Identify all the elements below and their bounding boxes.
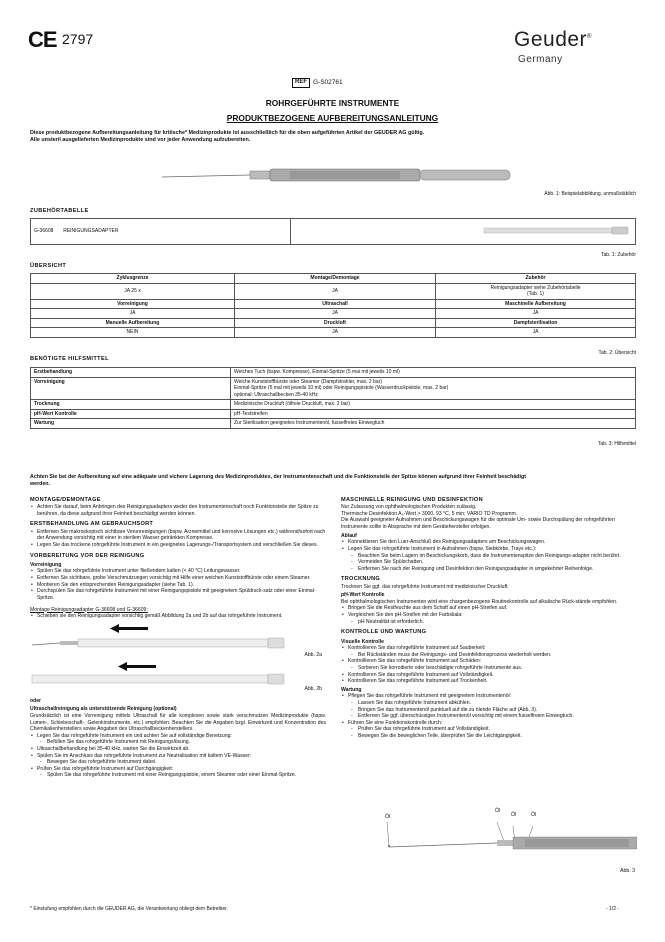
figure-1-caption: Abb. 1: Beispielabbildung, unmaßstäblich <box>544 191 636 197</box>
overview-heading: ÜBERSICHT <box>30 263 67 269</box>
brand-logo <box>514 26 592 53</box>
vorbereitung-heading: VORBEREITUNG VOR DER REINIGUNG <box>30 552 145 559</box>
document-subtitle: PRODUKTBEZOGENE AUFBEREITUNGSANLEITUNG <box>226 113 439 123</box>
ce-mark: CE <box>28 27 57 52</box>
instrument-adapter-2b <box>30 672 326 686</box>
table-2-caption: Tab. 2: Übersicht <box>598 350 636 356</box>
oil-label: Öl <box>531 812 537 818</box>
maschinelle-heading: MASCHINELLE REINIGUNG UND DESINFEKTION <box>341 497 483 503</box>
montage-adapter-heading: Montage Reinigungsadapter G-36608 und G-36609: <box>30 606 148 613</box>
figure-3 <box>375 808 637 876</box>
registered-mark: ® <box>587 34 592 40</box>
arrow-left-icon <box>118 662 156 671</box>
notified-body-number: 2797 <box>62 31 94 47</box>
ref-value: G-S02761 <box>313 78 343 86</box>
oil-label: Öl <box>385 814 391 820</box>
instrument-illustration <box>150 162 530 188</box>
figure-2a <box>30 622 326 662</box>
erstbehandlung-heading: ERSTBEHANDLUNG AM GEBRAUCHSORT <box>30 521 154 528</box>
figure-2b-label: Abb. 2b <box>304 685 322 692</box>
overview-table: Zyklusgrenze Montage/Demontage Zubehör JA 25 x JA Reinigungsadapter siehe Zubehörtabelle (Tab. 1) Vorreinigung Ultraschall Maschinelle Aufbereitung JA JA JA Manuelle Aufbereitung Druckluft Dampfsterilisation NEIN JA JA <box>30 273 636 338</box>
accessory-table <box>30 218 636 245</box>
right-column: MASCHINELLE REINIGUNG UND DESINFEKTION Nur Zulassung von ophthalmologischen Produkten zulässig. Thermische Desinfektion A₀-Wert > 3000, 93 °C, 5 min; VARIO TD Programm. Die Auswahl geeigneter Aufnahmen und Beschickungswagen für die optimale Um- sowie Durchspülung der rohrgeführten Instrumente sollte in Absprache mit dem Gerätehersteller erfolgen. Ablauf • Konnektieren Sie den Luer-Anschluß des Reinigungsadapters am Beschickungswagen. • Legen Sie das rohrgeführte Instrument in Aufnahmen (bspw. Siebkörbe, Trays etc.): - Beachten Sie beim Lagern im Beschickungskorb, dass die Instrumentenspitze den Reinigungs-adapter nicht berührt. - Vermeiden Sie Spülschatten. - Entfernen Sie nach der Reinigung und Desinfektion den Reinigungsadapter in umgekehrter Reihenfolge. TROCKNUNG Trocknen Sie ggf. das rohrgeführte Instrument mit medizinischer Druckluft. pH-Wert Kontrolle Bei ophthalmologischen Instrumenten wird eine chargenbezogene Routinekontrolle auf alkalische Rück-stände empfohlen. • Bringen Sie die Restfeuchte aus dem Schaft auf einen pH-Streifen auf. • Vergleichen Sie den pH-Streifen mit der Farbskala: - pH Neutralität ist erforderlich. KONTROLLE UND WARTUNG Visuelle Kontrolle • Kontrollieren Sie das rohrgeführte Instrument auf Sauberkeit: - Bei Rückständen muss der Reinigungs- und Desinfektionsprozess wiederholt werden. • Kontrollieren Sie das rohrgeführte Instrument auf Schäden: - Sortieren Sie korrodierte oder beschädigte rohrgeführte Instrumente aus. • Kontrollieren Sie das rohrgeführte Instrument auf Vollständigkeit. • Kontrollieren Sie das rohrgeführte Instrument auf Trockenheit. Wartung • Pflegen Sie das rohrgeführte Instrument mit geeignetem Instrumentenöl: - Lassen Sie das rohrgeführte Instrument abkühlen. - Bringen Sie das Instrumentenöl punktuell auf die zu ölende Fläche auf (Abb. 3). - Entfernen Sie ggf. überschüssiges Instrumentenöl vorsichtig mit einem fusselfreien Einwegtuch. • Führen Sie eine Funktionskontrolle durch: - Prüfen Sie das rohrgeführte Instrument auf Vollständigkeit. - Bewegen Sie die beweglichen Teile, überprüfen Sie die Leichtgängigkeit. <box>341 493 637 740</box>
document-title: ROHRGEFÜHRTE INSTRUMENTE <box>265 98 400 108</box>
brand-country: Germany <box>518 54 563 65</box>
figure-2a-label: Abb. 2a <box>304 651 322 658</box>
trocknung-heading: TROCKNUNG <box>341 576 381 583</box>
warning-text: Achten Sie bei der Aufbereitung auf eine adäquate und sichere Lagerung des Medizinproduktes, der Instrumentenschaft und die Funktionsteile der Spitze können aufgrund ihrer Feinheit beschädigt werden. <box>30 474 527 487</box>
adapter-illustration <box>482 225 632 235</box>
ref-label: REF <box>292 78 310 88</box>
accessory-item: G-36608 REINIGUNGSADAPTER <box>31 219 291 245</box>
ref-code <box>292 78 343 88</box>
oil-label: Öl <box>495 808 501 814</box>
montage-heading: MONTAGE/DEMONTAGE <box>30 497 101 503</box>
ultraschall-heading: Ultraschallreinigung als unterstützende Reinigung (optional) <box>30 706 177 713</box>
table-3-caption: Tab. 3: Hilfsmittel <box>597 441 636 447</box>
footer-note: * Einstufung empfohlen durch die GEUDER AG, die Verantwortung obliegt dem Betreiber. <box>30 906 228 912</box>
ph-heading: pH-Wert Kontrolle <box>341 592 385 599</box>
kontrolle-heading: KONTROLLE UND WARTUNG <box>341 629 427 636</box>
brand-name: Geuder <box>514 28 588 51</box>
figure-3-label: Abb. 3 <box>620 868 635 874</box>
oder-text: oder <box>30 697 42 704</box>
left-column: MONTAGE/DEMONTAGE • Achten Sie darauf, beim Anbringen des Reinigungsadapters weder den Instrumentenschaft noch Funktionsteile der Spitze zu berühren, da diese aufgrund ihrer Feinheit beschädigt werden können. ERSTBEHANDLUNG AM GEBRAUCHSORT • Entfernen Sie makroskopisch sichtbare Verunreinigungen (bspw. Arzneimittel und korrosive Lösungen etc.) während/sofort nach der Anwendung vorsichtig mit einer in sterilem Wasser getränkten Kompresse. • Legen Sie das trockene rohrgeführte Instrument in ein geeignetes Lagerungs-/Transportsystem und verschließen Sie dieses. VORBEREITUNG VOR DER REINIGUNG Vorreinigung • Spülen Sie das rohrgeführte Instrument unter fließendem kalten (< 40 °C) Leitungswasser. • Entfernen Sie sichtbare, grobe Verschmutzungen vorsichtig mit Hilfe einer weichen Kunststoffbürste oder einem Steamer. • Montieren Sie den entsprechenden Reinigungsadapter (siehe Tab. 1). • Durchspülen Sie das rohrgeführte Instrument mit einer Reinigungspistole mit geeignetem Spüldruck-satz oder einer Einmal-Spritze. Montage Reinigungsadapter G-36608 und G-36609: • Schieben sie den Reinigungsadapter vorsichtig gemäß Abbildung 2a und 2b auf das rohrgeführte Instrument. Abb. 2a Abb. 2b oder Ultraschallreinigung als unterstützende Reinigung (optional) Grundsätzlich ist eine Vorreinigung mittels Ultraschall für alle komplexen sowie stark verschmutzen Medizinprodukte (bspw. Lumen-, Schiebeschaft-, Gelenkinstrumente, etc.) empfohlen. Beachten Sie die Angaben bzgl. Einwirkzeit und Konzentration des Chemikalienherstellers sowie Angaben des Ultraschallbeckenherstellers. • Legen Sie das rohrgeführte Instrument ein und achten Sie auf vollständige Benetzung: - Befüllen Sie das rohrgeführte Instrument mit Reinigungslösung. • Ultraschallbehandlung bei 35-40 kHz, warten Sie die Einwirkzeit ab. • Spülen Sie im Anschluss das rohrgeführte Instrument zur Neutralisation mit kaltem VE-Wasser: - Bewegen Sie das rohrgeführte Instrument dabei. • Prüfen Sie das rohrgeführte Instrument auf Durchgängigkeit: - Spülen Sie das rohrgeführte Instrument mit einer Reinigungspistole, einem Steamer oder einer Einmal-Spritze. <box>30 493 326 779</box>
arrow-left-icon <box>110 624 148 633</box>
accessory-image <box>291 219 636 245</box>
aids-table: Erstbehandlung Weiches Tuch (bspw. Kompresse), Einmal-Spritze (5 mai mit jeweils 10 ml) Vorreinigung Weiche Kunststoffbürste oder Steamer (Dampfstrahler, max. 2 bar) Einmal-Spritze (5 mal mit jeweils 10 ml) oder Reinigungspistole (Wasserdruckpistole, max. 2 bar) optional: Ultraschallbecken 35-40 kHz Trocknung Medizinische Druckluft (ölfreie Druckluft, max. 2 bar) pH-Wert Kontrolle pH-Teststreifen Wartung Zur Sterilisation geeignetes Instrumentenöl, fusselfreies Einwegtuch <box>30 367 636 429</box>
figure-2b <box>30 662 326 696</box>
accessory-heading: ZUBEHÖRTABELLE <box>30 208 89 214</box>
page-number: - 1/2 - <box>606 906 620 912</box>
instrument-oil-points <box>375 820 637 860</box>
instrument-adapter-2a <box>30 636 326 650</box>
intro-text: Diese produktbezogene Aufbereitungsanleitung für kritische* Medizinprodukte ist ausschließlich für die oben aufgeführten Artikel der GEUDER AG gültig. Alle unsteril ausgelieferten Medizinprodukte sind vor jeder Anwendung aufzubereiten. <box>30 130 425 144</box>
aids-heading: BENÖTIGTE HILFSMITTEL <box>30 356 109 362</box>
table-1-caption: Tab. 1: Zubehör <box>600 252 636 258</box>
oil-label: Öl <box>511 812 517 818</box>
